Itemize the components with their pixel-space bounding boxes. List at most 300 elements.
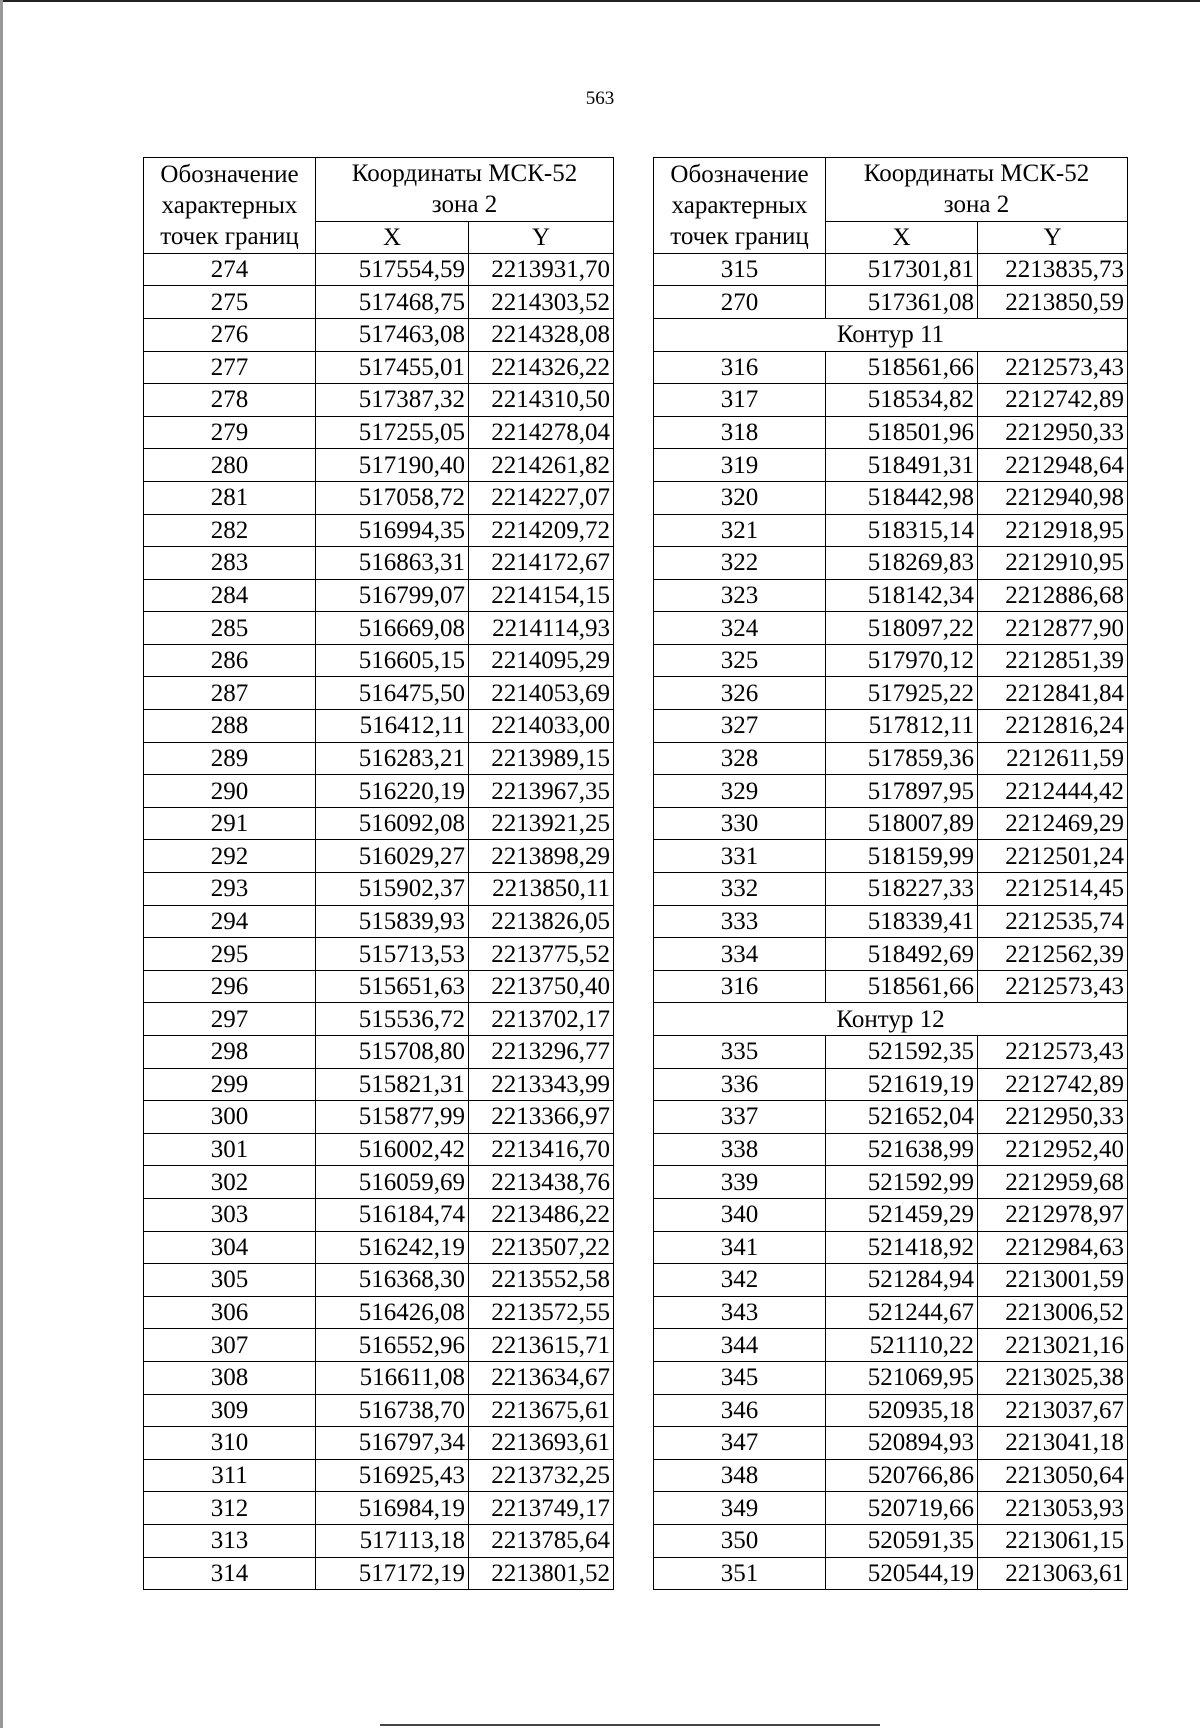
table-row	[144, 1361, 614, 1394]
x-coordinate-cell: 520591,35	[826, 1524, 978, 1557]
y-coordinate-cell: 2212886,68	[978, 579, 1128, 612]
y-coordinate-cell: 2213343,99	[469, 1068, 614, 1101]
contour-heading: Контур 11	[654, 318, 1128, 351]
point-id-cell: 291	[144, 807, 316, 840]
y-coordinate-cell: 2213552,58	[469, 1264, 614, 1297]
table-row	[144, 1003, 614, 1036]
header-point-designation: Обозначение характерных точек границ	[654, 158, 826, 254]
point-id-cell: 319	[654, 449, 826, 482]
point-id-cell: 316	[654, 351, 826, 384]
x-coordinate-cell: 516092,08	[316, 807, 469, 840]
y-coordinate-cell: 2214209,72	[469, 514, 614, 547]
point-id-cell: 279	[144, 416, 316, 449]
y-coordinate-cell: 2214154,15	[469, 579, 614, 612]
y-coordinate-cell: 2213416,70	[469, 1133, 614, 1166]
table-row	[144, 253, 614, 286]
point-id-cell: 280	[144, 449, 316, 482]
point-id-cell: 341	[654, 1231, 826, 1264]
table-row	[144, 970, 614, 1003]
point-id-cell: 333	[654, 905, 826, 938]
y-coordinate-cell: 2213921,25	[469, 807, 614, 840]
x-coordinate-cell: 521110,22	[826, 1329, 978, 1362]
x-coordinate-cell: 515536,72	[316, 1003, 469, 1036]
table-row	[144, 612, 614, 645]
table-row	[654, 1101, 1128, 1134]
table-row	[144, 1557, 614, 1590]
y-coordinate-cell: 2212978,97	[978, 1198, 1128, 1231]
header-y: Y	[469, 221, 614, 253]
point-id-cell: 318	[654, 416, 826, 449]
table-row	[144, 514, 614, 547]
table-row	[654, 351, 1128, 384]
table-row	[654, 1296, 1128, 1329]
y-coordinate-cell: 2214326,22	[469, 351, 614, 384]
x-coordinate-cell: 516184,74	[316, 1198, 469, 1231]
table-row	[654, 677, 1128, 710]
table-row	[654, 742, 1128, 775]
point-id-cell: 286	[144, 644, 316, 677]
y-coordinate-cell: 2213061,15	[978, 1524, 1128, 1557]
y-coordinate-cell: 2213615,71	[469, 1329, 614, 1362]
y-coordinate-cell: 2212573,43	[978, 351, 1128, 384]
table-row	[144, 481, 614, 514]
x-coordinate-cell: 515651,63	[316, 970, 469, 1003]
point-id-cell: 312	[144, 1492, 316, 1525]
table-row	[654, 938, 1128, 971]
y-coordinate-cell: 2212611,59	[978, 742, 1128, 775]
y-coordinate-cell: 2214303,52	[469, 286, 614, 319]
point-id-cell: 337	[654, 1101, 826, 1134]
contour-heading-row	[654, 318, 1128, 351]
x-coordinate-cell: 517463,08	[316, 318, 469, 351]
table-row	[654, 253, 1128, 286]
y-coordinate-cell: 2212514,45	[978, 873, 1128, 906]
table-row	[144, 1166, 614, 1199]
y-coordinate-cell: 2214172,67	[469, 547, 614, 580]
point-id-cell: 303	[144, 1198, 316, 1231]
point-id-cell: 329	[654, 775, 826, 808]
table-row	[144, 1101, 614, 1134]
y-coordinate-cell: 2213826,05	[469, 905, 614, 938]
x-coordinate-cell: 520719,66	[826, 1492, 978, 1525]
x-coordinate-cell: 518561,66	[826, 351, 978, 384]
y-coordinate-cell: 2212940,98	[978, 481, 1128, 514]
table-row	[654, 1166, 1128, 1199]
y-coordinate-cell: 2212816,24	[978, 710, 1128, 743]
table-row	[144, 449, 614, 482]
x-coordinate-cell: 521284,94	[826, 1264, 978, 1297]
point-id-cell: 274	[144, 253, 316, 286]
x-coordinate-cell: 517859,36	[826, 742, 978, 775]
table-row	[654, 416, 1128, 449]
y-coordinate-cell: 2213750,40	[469, 970, 614, 1003]
x-coordinate-cell: 516426,08	[316, 1296, 469, 1329]
x-coordinate-cell: 520935,18	[826, 1394, 978, 1427]
table-row	[654, 873, 1128, 906]
table-row	[144, 1296, 614, 1329]
y-coordinate-cell: 2213898,29	[469, 840, 614, 873]
table-row	[144, 905, 614, 938]
x-coordinate-cell: 518492,69	[826, 938, 978, 971]
header-coordinates: Координаты МСК-52 зона 2	[316, 158, 614, 222]
point-id-cell: 302	[144, 1166, 316, 1199]
y-coordinate-cell: 2212469,29	[978, 807, 1128, 840]
point-id-cell: 300	[144, 1101, 316, 1134]
point-id-cell: 313	[144, 1524, 316, 1557]
table-row	[654, 449, 1128, 482]
point-id-cell: 308	[144, 1361, 316, 1394]
x-coordinate-cell: 521418,92	[826, 1231, 978, 1264]
x-coordinate-cell: 516220,19	[316, 775, 469, 808]
x-coordinate-cell: 518491,31	[826, 449, 978, 482]
x-coordinate-cell: 518339,41	[826, 905, 978, 938]
table-row	[144, 1524, 614, 1557]
x-coordinate-cell: 518501,96	[826, 416, 978, 449]
table-row	[654, 644, 1128, 677]
x-coordinate-cell: 516242,19	[316, 1231, 469, 1264]
x-coordinate-cell: 516799,07	[316, 579, 469, 612]
x-coordinate-cell: 517361,08	[826, 286, 978, 319]
point-id-cell: 342	[654, 1264, 826, 1297]
y-coordinate-cell: 2213785,64	[469, 1524, 614, 1557]
x-coordinate-cell: 517455,01	[316, 351, 469, 384]
table-row	[654, 1427, 1128, 1460]
point-id-cell: 315	[654, 253, 826, 286]
point-id-cell: 290	[144, 775, 316, 808]
table-row	[654, 840, 1128, 873]
y-coordinate-cell: 2213050,64	[978, 1459, 1128, 1492]
point-id-cell: 283	[144, 547, 316, 580]
y-coordinate-cell: 2213021,16	[978, 1329, 1128, 1362]
table-row	[654, 1133, 1128, 1166]
table-row	[144, 1068, 614, 1101]
table-row	[144, 1492, 614, 1525]
x-coordinate-cell: 520544,19	[826, 1557, 978, 1590]
y-coordinate-cell: 2212918,95	[978, 514, 1128, 547]
x-coordinate-cell: 517812,11	[826, 710, 978, 743]
point-id-cell: 320	[654, 481, 826, 514]
x-coordinate-cell: 516283,21	[316, 742, 469, 775]
point-id-cell: 323	[654, 579, 826, 612]
point-id-cell: 325	[654, 644, 826, 677]
table-row	[654, 1524, 1128, 1557]
x-coordinate-cell: 517190,40	[316, 449, 469, 482]
table-row	[654, 1459, 1128, 1492]
y-coordinate-cell: 2213486,22	[469, 1198, 614, 1231]
point-id-cell: 299	[144, 1068, 316, 1101]
point-id-cell: 282	[144, 514, 316, 547]
point-id-cell: 285	[144, 612, 316, 645]
x-coordinate-cell: 518561,66	[826, 970, 978, 1003]
point-id-cell: 289	[144, 742, 316, 775]
point-id-cell: 327	[654, 710, 826, 743]
point-id-cell: 309	[144, 1394, 316, 1427]
header-x: X	[826, 221, 978, 253]
y-coordinate-cell: 2213634,67	[469, 1361, 614, 1394]
table-row	[654, 905, 1128, 938]
point-id-cell: 292	[144, 840, 316, 873]
table-row	[654, 547, 1128, 580]
y-coordinate-cell: 2213063,61	[978, 1557, 1128, 1590]
point-id-cell: 344	[654, 1329, 826, 1362]
table-header	[654, 158, 1128, 254]
x-coordinate-cell: 518269,83	[826, 547, 978, 580]
y-coordinate-cell: 2213702,17	[469, 1003, 614, 1036]
x-coordinate-cell: 515839,93	[316, 905, 469, 938]
y-coordinate-cell: 2214328,08	[469, 318, 614, 351]
y-coordinate-cell: 2213749,17	[469, 1492, 614, 1525]
x-coordinate-cell: 516925,43	[316, 1459, 469, 1492]
table-row	[144, 351, 614, 384]
point-id-cell: 306	[144, 1296, 316, 1329]
point-id-cell: 340	[654, 1198, 826, 1231]
y-coordinate-cell: 2213850,11	[469, 873, 614, 906]
table-row	[144, 807, 614, 840]
point-id-cell: 317	[654, 384, 826, 417]
table-header	[144, 158, 614, 254]
x-coordinate-cell: 518007,89	[826, 807, 978, 840]
table-row	[144, 1264, 614, 1297]
y-coordinate-cell: 2214053,69	[469, 677, 614, 710]
point-id-cell: 345	[654, 1361, 826, 1394]
point-id-cell: 295	[144, 938, 316, 971]
x-coordinate-cell: 521652,04	[826, 1101, 978, 1134]
point-id-cell: 326	[654, 677, 826, 710]
y-coordinate-cell: 2212444,42	[978, 775, 1128, 808]
point-id-cell: 275	[144, 286, 316, 319]
x-coordinate-cell: 521244,67	[826, 1296, 978, 1329]
x-coordinate-cell: 515877,99	[316, 1101, 469, 1134]
x-coordinate-cell: 517255,05	[316, 416, 469, 449]
x-coordinate-cell: 517970,12	[826, 644, 978, 677]
y-coordinate-cell: 2212742,89	[978, 1068, 1128, 1101]
y-coordinate-cell: 2212851,39	[978, 644, 1128, 677]
point-id-cell: 346	[654, 1394, 826, 1427]
x-coordinate-cell: 516611,08	[316, 1361, 469, 1394]
y-coordinate-cell: 2213037,67	[978, 1394, 1128, 1427]
x-coordinate-cell: 521619,19	[826, 1068, 978, 1101]
table-row	[144, 286, 614, 319]
x-coordinate-cell: 521069,95	[826, 1361, 978, 1394]
table-row	[654, 1557, 1128, 1590]
x-coordinate-cell: 516552,96	[316, 1329, 469, 1362]
table-row	[144, 1036, 614, 1069]
header-y: Y	[978, 221, 1128, 253]
point-id-cell: 270	[654, 286, 826, 319]
table-row	[654, 807, 1128, 840]
table-row	[654, 1361, 1128, 1394]
table-row	[144, 775, 614, 808]
x-coordinate-cell: 518442,98	[826, 481, 978, 514]
x-coordinate-cell: 517058,72	[316, 481, 469, 514]
x-coordinate-cell: 516994,35	[316, 514, 469, 547]
y-coordinate-cell: 2213850,59	[978, 286, 1128, 319]
point-id-cell: 350	[654, 1524, 826, 1557]
point-id-cell: 293	[144, 873, 316, 906]
x-coordinate-cell: 516059,69	[316, 1166, 469, 1199]
y-coordinate-cell: 2213732,25	[469, 1459, 614, 1492]
x-coordinate-cell: 516797,34	[316, 1427, 469, 1460]
table-row	[654, 1036, 1128, 1069]
y-coordinate-cell: 2212573,43	[978, 970, 1128, 1003]
table-row	[144, 1198, 614, 1231]
y-coordinate-cell: 2212950,33	[978, 416, 1128, 449]
y-coordinate-cell: 2213025,38	[978, 1361, 1128, 1394]
y-coordinate-cell: 2213507,22	[469, 1231, 614, 1264]
point-id-cell: 297	[144, 1003, 316, 1036]
scan-edge-left	[0, 0, 3, 1728]
coordinates-table-right	[653, 157, 1128, 1590]
table-body-left	[144, 253, 614, 1589]
point-id-cell: 314	[144, 1557, 316, 1590]
x-coordinate-cell: 518315,14	[826, 514, 978, 547]
y-coordinate-cell: 2214114,93	[469, 612, 614, 645]
y-coordinate-cell: 2212959,68	[978, 1166, 1128, 1199]
x-coordinate-cell: 521459,29	[826, 1198, 978, 1231]
y-coordinate-cell: 2212573,43	[978, 1036, 1128, 1069]
table-row	[144, 547, 614, 580]
table-row	[654, 1231, 1128, 1264]
y-coordinate-cell: 2214310,50	[469, 384, 614, 417]
table-row	[144, 1394, 614, 1427]
point-id-cell: 348	[654, 1459, 826, 1492]
y-coordinate-cell: 2213053,93	[978, 1492, 1128, 1525]
point-id-cell: 332	[654, 873, 826, 906]
x-coordinate-cell: 518159,99	[826, 840, 978, 873]
x-coordinate-cell: 516738,70	[316, 1394, 469, 1427]
x-coordinate-cell: 517468,75	[316, 286, 469, 319]
table-row	[654, 384, 1128, 417]
y-coordinate-cell: 2214278,04	[469, 416, 614, 449]
table-row	[144, 677, 614, 710]
x-coordinate-cell: 518534,82	[826, 384, 978, 417]
y-coordinate-cell: 2213693,61	[469, 1427, 614, 1460]
x-coordinate-cell: 521592,99	[826, 1166, 978, 1199]
table-row	[654, 481, 1128, 514]
y-coordinate-cell: 2213366,97	[469, 1101, 614, 1134]
y-coordinate-cell: 2214261,82	[469, 449, 614, 482]
point-id-cell: 281	[144, 481, 316, 514]
point-id-cell: 322	[654, 547, 826, 580]
x-coordinate-cell: 516002,42	[316, 1133, 469, 1166]
page-number: 563	[585, 88, 615, 109]
x-coordinate-cell: 517554,59	[316, 253, 469, 286]
point-id-cell: 343	[654, 1296, 826, 1329]
table-row	[654, 612, 1128, 645]
x-coordinate-cell: 515821,31	[316, 1068, 469, 1101]
y-coordinate-cell: 2212501,24	[978, 840, 1128, 873]
point-id-cell: 335	[654, 1036, 826, 1069]
y-coordinate-cell: 2212841,84	[978, 677, 1128, 710]
y-coordinate-cell: 2212742,89	[978, 384, 1128, 417]
point-id-cell: 296	[144, 970, 316, 1003]
y-coordinate-cell: 2212910,95	[978, 547, 1128, 580]
table-row	[654, 579, 1128, 612]
point-id-cell: 277	[144, 351, 316, 384]
table-row	[144, 1427, 614, 1460]
table-row	[654, 1198, 1128, 1231]
y-coordinate-cell: 2212952,40	[978, 1133, 1128, 1166]
table-row	[144, 318, 614, 351]
table-row	[144, 384, 614, 417]
x-coordinate-cell: 516029,27	[316, 840, 469, 873]
table-row	[144, 1133, 614, 1166]
x-coordinate-cell: 516863,31	[316, 547, 469, 580]
y-coordinate-cell: 2212535,74	[978, 905, 1128, 938]
table-row	[654, 1329, 1128, 1362]
scan-edge-top	[0, 0, 1200, 2]
point-id-cell: 311	[144, 1459, 316, 1492]
y-coordinate-cell: 2213835,73	[978, 253, 1128, 286]
point-id-cell: 284	[144, 579, 316, 612]
table-row	[144, 416, 614, 449]
table-row	[144, 1231, 614, 1264]
point-id-cell: 331	[654, 840, 826, 873]
x-coordinate-cell: 515713,53	[316, 938, 469, 971]
point-id-cell: 304	[144, 1231, 316, 1264]
y-coordinate-cell: 2212984,63	[978, 1231, 1128, 1264]
x-coordinate-cell: 516669,08	[316, 612, 469, 645]
point-id-cell: 349	[654, 1492, 826, 1525]
x-coordinate-cell: 517925,22	[826, 677, 978, 710]
table-row	[654, 514, 1128, 547]
table-row	[144, 710, 614, 743]
x-coordinate-cell: 517387,32	[316, 384, 469, 417]
y-coordinate-cell: 2213006,52	[978, 1296, 1128, 1329]
x-coordinate-cell: 520894,93	[826, 1427, 978, 1460]
coordinates-table-left	[143, 157, 614, 1590]
x-coordinate-cell: 518097,22	[826, 612, 978, 645]
x-coordinate-cell: 518142,34	[826, 579, 978, 612]
x-coordinate-cell: 520766,86	[826, 1459, 978, 1492]
x-coordinate-cell: 516605,15	[316, 644, 469, 677]
point-id-cell: 339	[654, 1166, 826, 1199]
point-id-cell: 330	[654, 807, 826, 840]
table-row	[144, 644, 614, 677]
y-coordinate-cell: 2213989,15	[469, 742, 614, 775]
table-row	[654, 286, 1128, 319]
contour-heading: Контур 12	[654, 1003, 1128, 1036]
table-row	[144, 840, 614, 873]
x-coordinate-cell: 517897,95	[826, 775, 978, 808]
table-row	[654, 1264, 1128, 1297]
point-id-cell: 298	[144, 1036, 316, 1069]
point-id-cell: 276	[144, 318, 316, 351]
point-id-cell: 321	[654, 514, 826, 547]
point-id-cell: 351	[654, 1557, 826, 1590]
y-coordinate-cell: 2213001,59	[978, 1264, 1128, 1297]
y-coordinate-cell: 2212948,64	[978, 449, 1128, 482]
y-coordinate-cell: 2213967,35	[469, 775, 614, 808]
point-id-cell: 316	[654, 970, 826, 1003]
point-id-cell: 347	[654, 1427, 826, 1460]
x-coordinate-cell: 515708,80	[316, 1036, 469, 1069]
y-coordinate-cell: 2213438,76	[469, 1166, 614, 1199]
x-coordinate-cell: 517113,18	[316, 1524, 469, 1557]
table-row	[654, 710, 1128, 743]
x-coordinate-cell: 521638,99	[826, 1133, 978, 1166]
x-coordinate-cell: 516984,19	[316, 1492, 469, 1525]
table-row	[654, 775, 1128, 808]
header-x: X	[316, 221, 469, 253]
table-row	[144, 742, 614, 775]
point-id-cell: 305	[144, 1264, 316, 1297]
y-coordinate-cell: 2212950,33	[978, 1101, 1128, 1134]
x-coordinate-cell: 521592,35	[826, 1036, 978, 1069]
x-coordinate-cell: 516475,50	[316, 677, 469, 710]
x-coordinate-cell: 516368,30	[316, 1264, 469, 1297]
contour-heading-row	[654, 1003, 1128, 1036]
